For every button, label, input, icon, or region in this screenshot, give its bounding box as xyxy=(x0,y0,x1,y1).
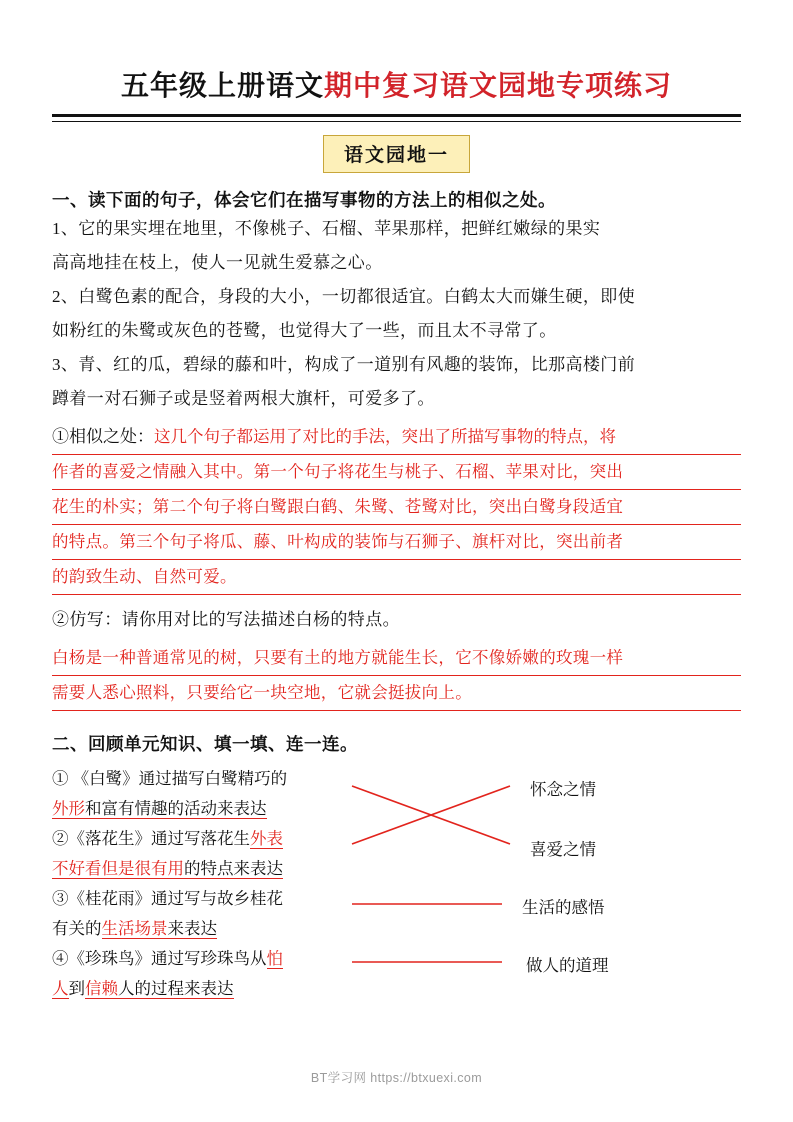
list-item-text: 有关的 xyxy=(52,919,102,938)
match-option[interactable]: 怀念之情 xyxy=(530,780,596,799)
list-item-text: 人的过程来表达 xyxy=(118,979,234,998)
answer-2-block xyxy=(52,641,741,711)
footer-watermark: BT学习网 https://btxuexi.com xyxy=(310,1071,483,1085)
title-divider xyxy=(52,114,741,122)
blank-answer: 怕 xyxy=(266,949,283,968)
list-item xyxy=(52,974,382,1004)
matching-exercise xyxy=(52,764,741,996)
list-item-text: ④《珍珠鸟》通过写珍珠鸟从 xyxy=(52,949,267,968)
list-item-text: ②《落花生》通过写落花生 xyxy=(52,829,250,848)
list-item-text: 的特点来表达 xyxy=(184,859,283,878)
answer-2-text: 需要人悉心照料，只要给它一块空地，它就会挺拔向上。 xyxy=(52,676,741,711)
list-item xyxy=(52,914,382,944)
blank-answer: 外表 xyxy=(250,829,283,848)
list-item xyxy=(52,854,382,884)
list-item xyxy=(52,884,382,914)
blank-answer: 人 xyxy=(52,979,69,998)
answer-1-text: 作者的喜爱之情融入其中。第一个句子将花生与桃子、石榴、苹果对比，突出 xyxy=(52,455,741,490)
title-black-part: 五年级上册语文 xyxy=(120,71,324,102)
list-item-text: ① 《白鹭》通过描写白鹭精巧的 xyxy=(52,769,288,788)
answer-1-label: ①相似之处： xyxy=(52,427,154,446)
page-title xyxy=(52,64,741,104)
answer-1-first-line xyxy=(52,420,741,455)
title-red-part: 期中复习语文园地专项练习 xyxy=(324,71,673,102)
question-1-heading: 一、读下面的句子，体会它们在描写事物的方法上的相似之处。 xyxy=(52,190,556,210)
answer-1-text: 这几个句子都运用了对比的手法，突出了所描写事物的特点，将 xyxy=(154,427,616,446)
match-option[interactable]: 喜爱之情 xyxy=(530,840,596,859)
answer-1-text: 花生的朴实；第二个句子将白鹭跟白鹤、朱鹭、苍鹭对比，突出白鹭身段适宜 xyxy=(52,490,741,525)
answer-2-text: 白杨是一种普通常见的树，只要有土的地方就能生长，它不像娇嫩的玫瑰一样 xyxy=(52,641,741,676)
list-item-text: 和富有情趣的活动来表达 xyxy=(85,799,267,818)
question-1-line: 1、它的果实埋在地里，不像桃子、石榴、苹果那样，把鲜红嫩绿的果实 xyxy=(52,219,601,238)
list-item xyxy=(52,824,382,854)
blank-answer: 外形 xyxy=(52,799,85,818)
question-2-heading: 二、回顾单元知识、填一填、连一连。 xyxy=(52,734,358,754)
list-item-text: 来表达 xyxy=(167,919,217,938)
blank-answer: 信赖 xyxy=(85,979,118,998)
question-1-line: 如粉红的朱鹭或灰色的苍鹭，也觉得大了一些，而且太不寻常了。 xyxy=(52,321,557,340)
answer-1-block xyxy=(52,420,741,595)
list-item-text: 到 xyxy=(68,979,85,998)
question-1-line: 3、青、红的瓜，碧绿的藤和叶，构成了一道别有风趣的装饰，比那高楼门前 xyxy=(52,355,636,374)
section-banner: 语文园地一 xyxy=(323,135,470,173)
matching-left-column xyxy=(52,764,382,1004)
answer-2-prompt: ②仿写：请你用对比的写法描述白杨的特点。 xyxy=(52,610,400,629)
list-item xyxy=(52,944,382,974)
blank-answer: 不好看但是很有用 xyxy=(52,859,184,878)
section-banner-wrap xyxy=(52,135,741,173)
match-option[interactable]: 生活的感悟 xyxy=(522,898,605,917)
answer-1-text: 的特点。第三个句子将瓜、藤、叶构成的装饰与石狮子、旗杆对比，突出前者 xyxy=(52,525,741,560)
question-1-line: 高高地挂在枝上，使人一见就生爱慕之心。 xyxy=(52,253,383,272)
question-1-line: 2、白鹭色素的配合，身段的大小，一切都很适宜。白鹤太大而嫌生硬，即使 xyxy=(52,287,636,306)
answer-1-text: 的韵致生动、自然可爱。 xyxy=(52,560,741,595)
list-item xyxy=(52,764,382,794)
blank-answer: 生活场景 xyxy=(101,919,168,938)
list-item-text: ③《桂花雨》通过写与故乡桂花 xyxy=(52,889,283,908)
match-option[interactable]: 做人的道理 xyxy=(526,956,609,975)
list-item xyxy=(52,794,382,824)
question-1-line: 蹲着一对石狮子或是竖着两根大旗杆，可爱多了。 xyxy=(52,389,435,408)
